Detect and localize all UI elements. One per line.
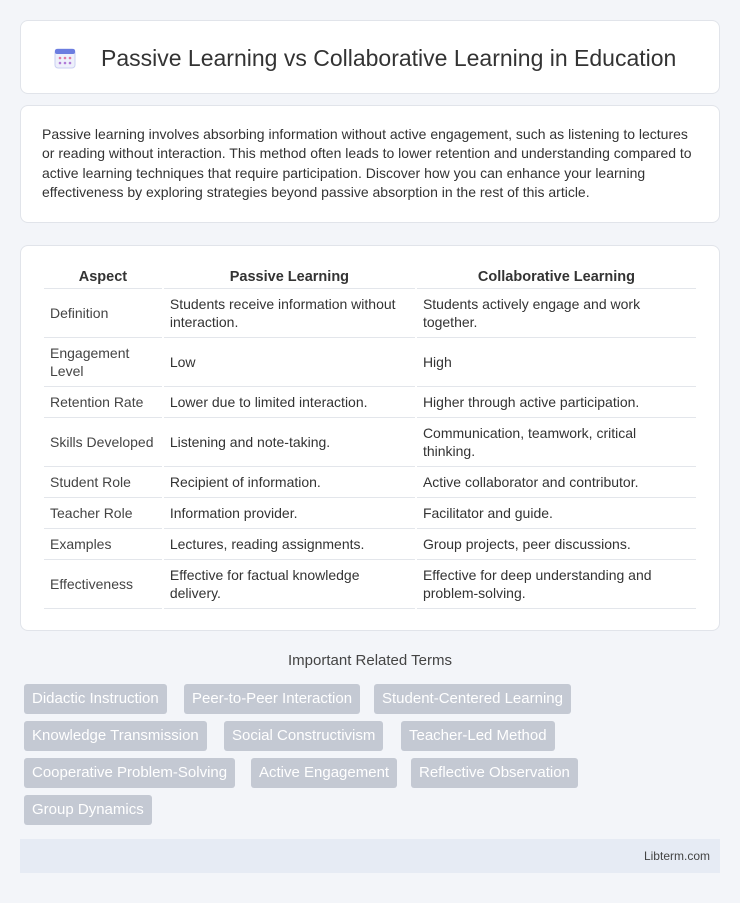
- table-row: [44, 418, 696, 467]
- related-term-tag[interactable]: Reflective Observation: [411, 758, 578, 788]
- column-header: Collaborative Learning: [417, 266, 696, 289]
- calendar-icon: [53, 46, 77, 70]
- column-header: Aspect: [44, 266, 162, 289]
- related-term-tag[interactable]: Cooperative Problem-Solving: [24, 758, 235, 788]
- table-row: [44, 289, 696, 338]
- table-cell-collaborative: High: [417, 338, 696, 387]
- related-term-tag[interactable]: Teacher-Led Method: [401, 721, 555, 751]
- table-cell-passive: Low: [164, 338, 415, 387]
- table-cell-aspect: Definition: [44, 289, 162, 338]
- table-cell-passive: Lower due to limited interaction.: [164, 387, 415, 418]
- header-card: [20, 20, 720, 94]
- intro-text: Passive learning involves absorbing information without active engagement, such as listening to lectures or reading without interaction. This method often leads to lower retention and understanding compared to active learning techniques that require participation. Discover how you can enhance your learning effectiveness by exploring strategies beyond passive absorption in the rest of this article.: [42, 126, 692, 201]
- table-cell-aspect: Examples: [44, 529, 162, 560]
- comparison-table: [42, 266, 698, 609]
- table-row: [44, 498, 696, 529]
- related-term-tag[interactable]: Social Constructivism: [224, 721, 383, 751]
- table-cell-collaborative: Effective for deep understanding and problem-solving.: [417, 560, 696, 609]
- comparison-card: [20, 245, 720, 631]
- table-cell-collaborative: Facilitator and guide.: [417, 498, 696, 529]
- table-cell-aspect: Student Role: [44, 467, 162, 498]
- table-cell-aspect: Retention Rate: [44, 387, 162, 418]
- table-cell-aspect: Effectiveness: [44, 560, 162, 609]
- table-cell-aspect: Skills Developed: [44, 418, 162, 467]
- related-term-tag[interactable]: Knowledge Transmission: [24, 721, 207, 751]
- table-cell-collaborative: Higher through active participation.: [417, 387, 696, 418]
- related-term-tag[interactable]: Didactic Instruction: [24, 684, 167, 714]
- related-term-tag[interactable]: Student-Centered Learning: [374, 684, 571, 714]
- table-cell-passive: Students receive information without interaction.: [164, 289, 415, 338]
- table-cell-passive: Recipient of information.: [164, 467, 415, 498]
- footer-brand-link[interactable]: Libterm.com: [643, 849, 710, 863]
- table-header-row: [44, 266, 696, 289]
- table-cell-passive: Listening and note-taking.: [164, 418, 415, 467]
- table-cell-passive: Lectures, reading assignments.: [164, 529, 415, 560]
- table-cell-collaborative: Communication, teamwork, critical thinking.: [417, 418, 696, 467]
- column-header: Passive Learning: [164, 266, 415, 289]
- table-row: [44, 338, 696, 387]
- table-cell-collaborative: Group projects, peer discussions.: [417, 529, 696, 560]
- page-title: Passive Learning vs Collaborative Learning in Education: [101, 45, 677, 71]
- intro-card: [20, 105, 720, 223]
- table-cell-collaborative: Students actively engage and work together.: [417, 289, 696, 338]
- table-cell-aspect: Engagement Level: [44, 338, 162, 387]
- related-term-tag[interactable]: Peer-to-Peer Interaction: [184, 684, 360, 714]
- table-row: [44, 529, 696, 560]
- related-terms-title: Important Related Terms: [288, 652, 452, 669]
- table-cell-passive: Effective for factual knowledge delivery.: [164, 560, 415, 609]
- related-term-tag[interactable]: Group Dynamics: [24, 795, 152, 825]
- footer: [20, 839, 720, 873]
- table-row: [44, 560, 696, 609]
- related-term-tag[interactable]: Active Engagement: [251, 758, 397, 788]
- table-row: [44, 387, 696, 418]
- table-row: [44, 467, 696, 498]
- table-cell-aspect: Teacher Role: [44, 498, 162, 529]
- table-cell-passive: Information provider.: [164, 498, 415, 529]
- table-cell-collaborative: Active collaborator and contributor.: [417, 467, 696, 498]
